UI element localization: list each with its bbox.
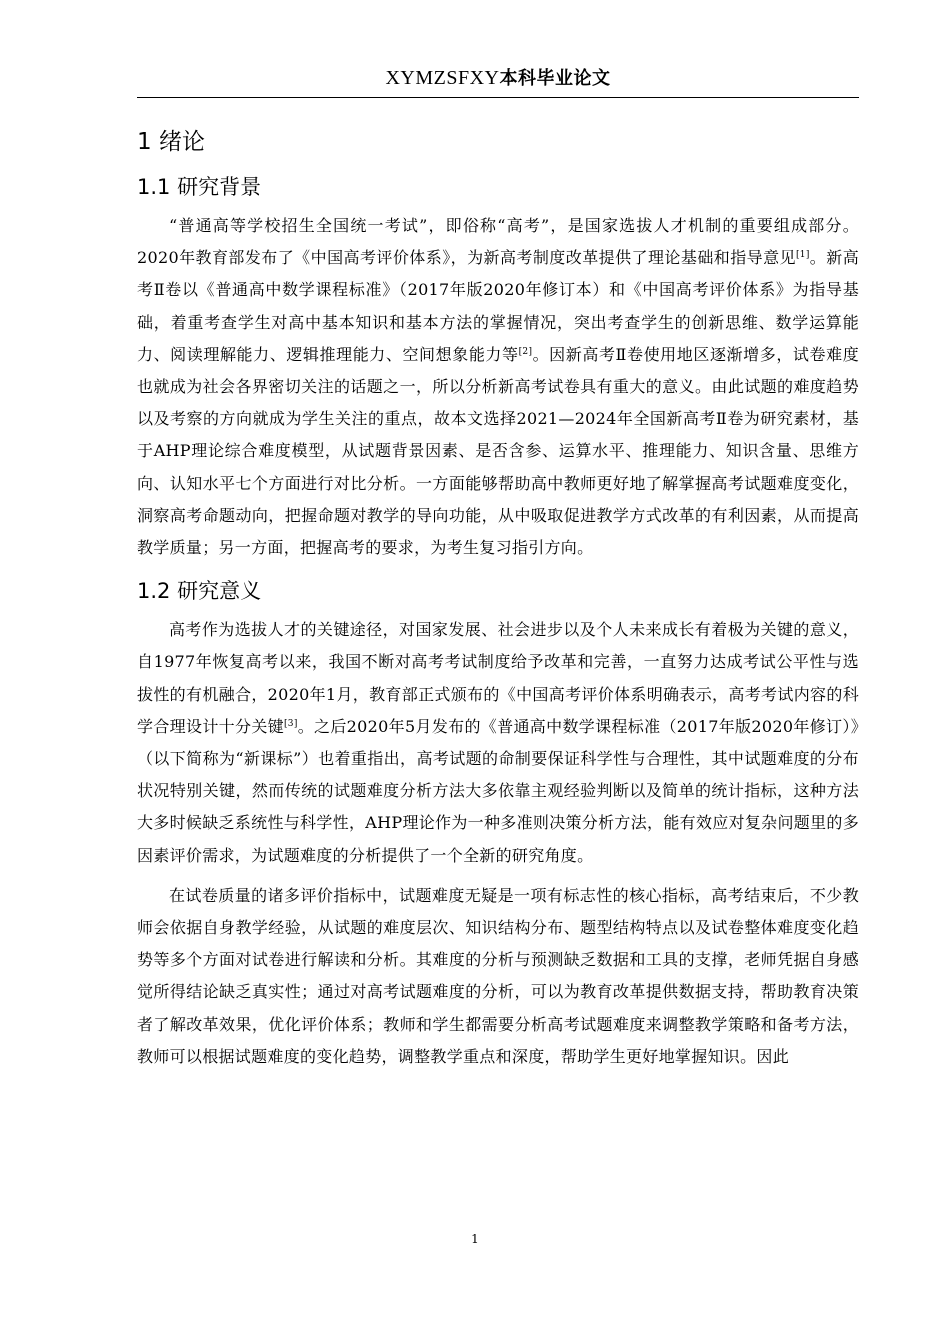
citation-ref-2[interactable]: [2]	[518, 346, 533, 357]
header-code: XYMZSFXY	[385, 67, 500, 89]
paragraph-text: 。新高考Ⅱ卷以《普通高中数学课程标准》（2017年版2020年修订本）和《中国高考评价体系》为指导基础，着重考查学生对高中基本知识和基本方法的掌握情况，突出考查学生的创新思维、数学运算能力、阅读理解能力、逻辑推理能力、空间想象能力等	[137, 248, 859, 364]
section-title-significance: 1.2 研究意义	[137, 579, 262, 604]
paragraph-text: 。因新高考Ⅱ卷使用地区逐渐增多，试卷难度也就成为社会各界密切关注的话题之一，所以分析新高考试卷具有重大的意义。由此试题的难度趋势以及考察的方向就成为学生关注的重点，故本文选择2021—2024年全国新高考Ⅱ卷为研究素材，基于AHP理论综合难度模型，从试题背景因素、是否含参、运算水平、推理能力、知识含量、思维方向、认知水平七个方面进行对比分析。一方面能够帮助高中教师更好地了解掌握高考试题难度变化，洞察高考命题动向，把握命题对教学的导向功能，从中吸取促进教学方式改革的有利因素，从而提高教学质量；另一方面，把握高考的要求，为考生复习指引方向。	[137, 344, 859, 558]
paragraph-background	[137, 210, 859, 564]
citation-ref-3[interactable]: [3]	[284, 718, 298, 729]
paragraph-text: 。之后2020年5月发布的《普通高中数学课程标准（2017年版2020年修订）》（以下简称为“新课标”）也着重指出，高考试题的命制要保证科学性与合理性，其中试题难度的分布状况特别关键，然而传统的试题难度分析方法大多依靠主观经验判断以及简单的统计指标，这种方法大多时候缺乏系统性与科学性，AHP理论作为一种多准则决策分析方法，能有效应对复杂问题里的多因素评价需求，为试题难度的分析提供了一个全新的研究角度。	[137, 716, 859, 865]
citation-ref-1[interactable]: [1]	[796, 250, 810, 261]
paragraph-text: “普通高等学校招生全国统一考试”，即俗称“高考”，是国家选拔人才机制的重要组成部分。2020年教育部发布了《中国高考评价体系》，为新高考制度改革提供了理论基础和指导意见	[137, 216, 859, 268]
page-header	[137, 62, 859, 98]
paragraph-text: 在试卷质量的诸多评价指标中，试题难度无疑是一项有标志性的核心指标，高考结束后，不少教师会依据自身教学经验，从试题的难度层次、知识结构分布、题型结构特点以及试卷整体难度变化趋势等多个方面对试卷进行解读和分析。其难度的分析与预测缺乏数据和工具的支撑，老师凭据自身感觉所得结论缺乏真实性；通过对高考试题难度的分析，可以为教育改革提供数据支持，帮助教育决策者了解改革效果，优化评价体系；教师和学生都需要分析高考试题难度来调整教学策略和备考方法，教师可以根据试题难度的变化趋势，调整教学重点和深度，帮助学生更好地掌握知识。因此	[137, 885, 859, 1066]
page-number: 1	[471, 1232, 479, 1246]
paragraph-text: 高考作为选拔人才的关键途径，对国家发展、社会进步以及个人未来成长有着极为关键的意义，自1977年恢复高考以来，我国不断对高考考试制度给予改革和完善，一直努力达成考试公平性与选拔性的有机融合，2020年1月，教育部正式颁布的《中国高考评价体系明确表示，高考考试内容的科学合理设计十分关键	[137, 620, 859, 736]
header-title: 本科毕业论文	[499, 68, 611, 89]
section-title-background: 1.1 研究背景	[137, 175, 262, 199]
paragraph-significance-1	[137, 614, 859, 872]
document-body	[137, 122, 859, 1081]
chapter-title: 1 绪论	[137, 129, 205, 155]
paragraph-significance-2	[137, 880, 859, 1073]
